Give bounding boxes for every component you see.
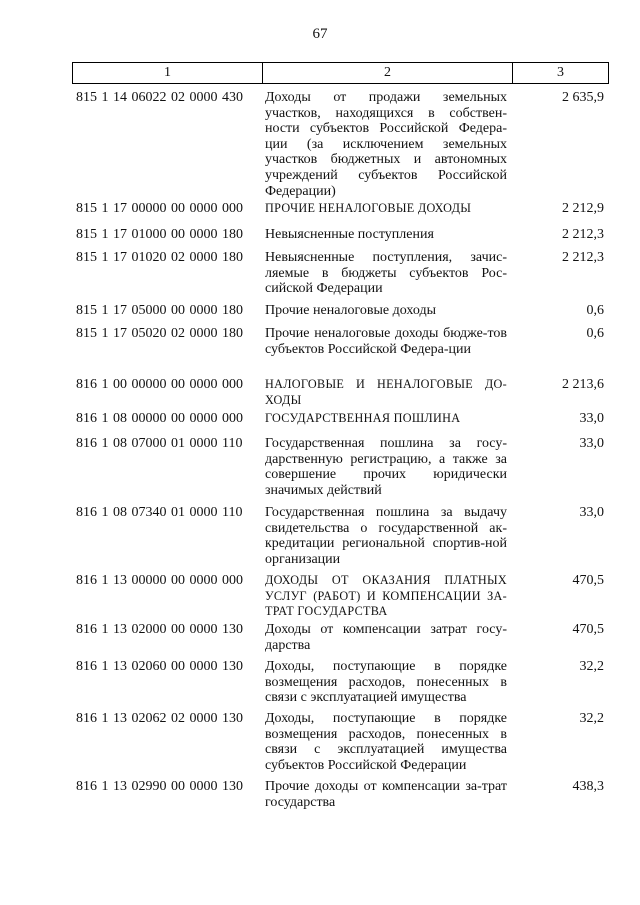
budget-code: 816 1 08 07000 01 0000 110 [76,436,243,451]
income-description: Доходы от продажи земельных участков, находящихся в собствен-ности субъектов Российской Федера-ции (за исключением земельных участков бюджетных и автономных учреждений субъектов Российской Федерации) [265,90,507,199]
amount: 438,3 [572,779,604,794]
column-header-3: 3 [513,63,609,84]
column-header-1: 1 [73,63,263,84]
income-description: Государственная пошлина за выдачу свидетельства о государственной ак-кредитации региональной спортив-ной организации [265,505,507,567]
amount: 2 212,3 [562,250,604,265]
income-description: Прочие неналоговые доходы бюдже-тов субъектов Российской Федера-ции [265,326,507,357]
income-description: Доходы от компенсации затрат госу-дарства [265,622,507,653]
amount: 0,6 [586,303,604,318]
budget-code: 815 1 17 01020 02 0000 180 [76,250,243,265]
amount: 0,6 [586,326,604,341]
income-description: Прочие неналоговые доходы [265,303,437,318]
amount: 33,0 [579,411,604,426]
budget-code: 815 1 17 05020 02 0000 180 [76,326,243,341]
income-description: Невыясненные поступления, зачис-ляемые в бюджеты субъектов Рос-сийской Федерации [265,250,507,297]
budget-code: 816 1 08 07340 01 0000 110 [76,505,243,520]
income-description: Невыясненные поступления [265,227,434,242]
budget-code: 815 1 14 06022 02 0000 430 [76,90,243,105]
budget-code: 816 1 13 02000 00 0000 130 [76,622,243,637]
amount: 33,0 [579,505,604,520]
income-description: НАЛОГОВЫЕ И НЕНАЛОГОВЫЕ ДО-ХОДЫ [265,377,507,407]
income-description: Прочие доходы от компенсации за-трат государства [265,779,507,810]
amount: 470,5 [572,622,604,637]
income-description: Государственная пошлина за госу-дарственную регистрацию, а также за совершение прочих юридически значимых действий [265,436,507,498]
income-description: ПРОЧИЕ НЕНАЛОГОВЫЕ ДОХОДЫ [265,201,472,215]
amount: 2 213,6 [562,377,604,392]
income-description: Доходы, поступающие в порядке возмещения расходов, понесенных в связи с эксплуатацией имущества [265,659,507,706]
budget-code: 816 1 13 02990 00 0000 130 [76,779,243,794]
income-description: ГОСУДАРСТВЕННАЯ ПОШЛИНА [265,411,461,425]
budget-code: 815 1 17 05000 00 0000 180 [76,303,243,318]
amount: 33,0 [579,436,604,451]
budget-code: 816 1 13 02062 02 0000 130 [76,711,243,726]
budget-code: 816 1 13 00000 00 0000 000 [76,573,243,588]
amount: 32,2 [579,659,604,674]
amount: 32,2 [579,711,604,726]
column-header-2: 2 [263,63,513,84]
amount: 2 212,3 [562,227,604,242]
income-description: ДОХОДЫ ОТ ОКАЗАНИЯ ПЛАТНЫХ УСЛУГ (РАБОТ) И КОМПЕНСАЦИИ ЗА-ТРАТ ГОСУДАРСТВА [265,573,507,619]
page-number: 67 [312,26,328,42]
amount: 2 212,9 [562,201,604,216]
column-header-table [72,62,609,84]
budget-code: 815 1 17 01000 00 0000 180 [76,227,243,242]
amount: 470,5 [572,573,604,588]
budget-code: 816 1 00 00000 00 0000 000 [76,377,243,392]
budget-code: 816 1 08 00000 00 0000 000 [76,411,243,426]
amount: 2 635,9 [562,90,604,105]
budget-code: 815 1 17 00000 00 0000 000 [76,201,243,216]
budget-code: 816 1 13 02060 00 0000 130 [76,659,243,674]
column-header-row [73,63,609,84]
income-description: Доходы, поступающие в порядке возмещения расходов, понесенных в связи с эксплуатацией имущества субъектов Российской Федерации [265,711,507,773]
